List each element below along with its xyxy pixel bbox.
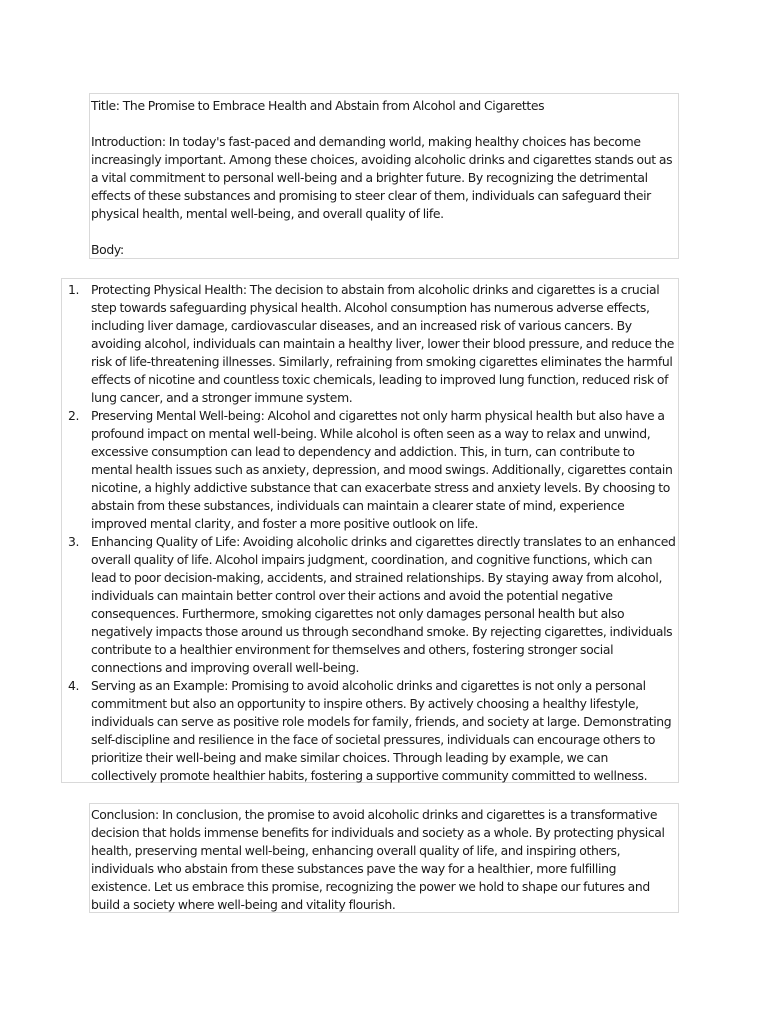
introduction-paragraph: Introduction: In today's fast-paced and demanding world, making healthy choices has become increasingly important. Among these choices, avoiding alcoholic drinks and cigarettes stands out as a vital commitment to personal well-being and a brighter future. By recognizing the detrimental effects of these substances and promising to steer clear of them, individuals can safeguard their physical health, mental well-being, and overall quality of life. (91, 134, 673, 221)
document-title: Title: The Promise to Embrace Health and Abstain from Alcohol and Cigarettes (91, 98, 545, 113)
body-points-list (62, 281, 676, 785)
list-item-text: Preserving Mental Well-being: Alcohol and cigarettes not only harm physical health but also have a profound impact on mental well-being. While alcohol is often seen as a way to relax and unwind, excessive consumption can lead to dependency and addiction. This, in turn, can contribute to mental health issues such as anxiety, depression, and mood swings. Additionally, cigarettes contain nicotine, a highly addictive substance that can exacerbate stress and anxiety levels. By choosing to abstain from these substances, individuals can maintain a clearer state of mind, experience improved mental clarity, and foster a more positive outlook on life. (91, 408, 673, 531)
paragraph-gap (91, 115, 676, 133)
body-section (61, 278, 679, 783)
list-item-number: 2. (68, 408, 80, 423)
list-item (62, 281, 676, 407)
list-item-text: Enhancing Quality of Life: Avoiding alcoholic drinks and cigarettes directly translates to an enhanced overall quality of life. Alcohol impairs judgment, coordination, and cognitive functions, which can lead to poor decision-making, accidents, and strained relationships. By staying away from alcohol, individuals can maintain better control over their actions and avoid the potential negative consequences. Furthermore, smoking cigarettes not only damages personal health but also negatively impacts those around us through secondhand smoke. By rejecting cigarettes, individuals contribute to a healthier environment for themselves and others, fostering stronger social connections and improving overall well-being. (91, 534, 676, 675)
paragraph-gap (91, 223, 676, 241)
list-item (62, 407, 676, 533)
body-label: Body: (91, 242, 124, 257)
list-item (62, 533, 676, 677)
conclusion-section (89, 803, 679, 913)
list-item-number: 3. (68, 534, 80, 549)
conclusion-paragraph: Conclusion: In conclusion, the promise to avoid alcoholic drinks and cigarettes is a transformative decision that holds immense benefits for individuals and society as a whole. By protecting physical health, preserving mental well-being, enhancing overall quality of life, and inspiring others, individuals who abstain from these substances pave the way for a healthier, more fulfilling existence. Let us embrace this promise, recognizing the power we hold to shape our futures and build a society where well-being and vitality flourish. (91, 807, 665, 912)
intro-section (89, 93, 679, 259)
list-item (62, 677, 676, 785)
list-item-text: Protecting Physical Health: The decision to abstain from alcoholic drinks and cigarettes is a crucial step towards safeguarding physical health. Alcohol consumption has numerous adverse effects, including liver damage, cardiovascular diseases, and an increased risk of various cancers. By avoiding alcohol, individuals can maintain a healthy liver, lower their blood pressure, and reduce the risk of life-threatening illnesses. Similarly, refraining from smoking cigarettes eliminates the harmful effects of nicotine and countless toxic chemicals, leading to improved lung function, reduced risk of lung cancer, and a stronger immune system. (91, 282, 675, 405)
list-item-number: 1. (68, 282, 80, 297)
list-item-number: 4. (68, 678, 80, 693)
list-item-text: Serving as an Example: Promising to avoid alcoholic drinks and cigarettes is not only a personal commitment but also an opportunity to inspire others. By actively choosing a healthy lifestyle, individuals can serve as positive role models for family, friends, and society at large. Demonstrating self-discipline and resilience in the face of societal pressures, individuals can encourage others to prioritize their well-being and make similar choices. Through leading by example, we can collectively promote healthier habits, fostering a supportive community committed to wellness. (91, 678, 672, 783)
